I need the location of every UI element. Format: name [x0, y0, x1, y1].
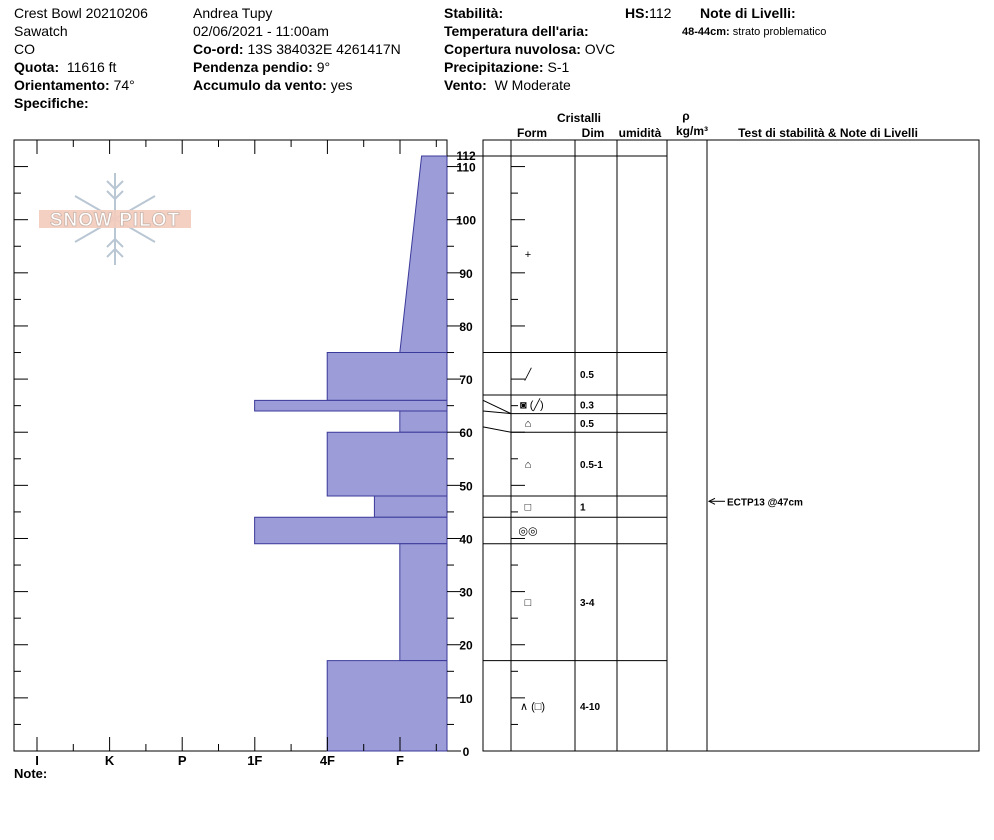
hs-label: HS: [625, 5, 650, 21]
hardness-tick-label-1F: 1F [247, 753, 263, 768]
precip-value: S-1 [547, 59, 570, 75]
hardness-layer-7 [400, 544, 447, 661]
crystal-form-4: ⌂ [524, 459, 532, 472]
sky-label: Copertura nuvolosa: [444, 41, 581, 57]
hs-tick-label: 112 [456, 148, 476, 163]
site-name: Crest Bowl 20210206 [14, 5, 148, 21]
layer-notes-text: strato problematico [732, 26, 827, 38]
height-tick-label-60: 60 [459, 426, 473, 441]
height-tick-label-100: 100 [455, 213, 477, 228]
state: CO [14, 41, 35, 57]
crystal-form-1: ╱ [524, 368, 532, 381]
header-form: Form [517, 126, 547, 140]
hs-value: 112 [649, 5, 672, 21]
height-tick-label-10: 10 [459, 691, 473, 706]
snowpilot-logo [39, 173, 191, 265]
boundary-connector-3 [483, 427, 511, 432]
slope-label: Pendenza pendio: [193, 59, 313, 75]
layer-notes-range: 48-44cm: [682, 26, 730, 38]
note-label: Note: [14, 766, 48, 781]
height-tick-label-50: 50 [459, 479, 473, 494]
precip-label: Precipitazione: [444, 59, 544, 75]
crystal-size-2: 0.3 [580, 400, 594, 412]
aspect-value: 74° [113, 77, 135, 93]
layer-notes-label: Note di Livelli: [700, 5, 796, 21]
hardness-layer-1 [327, 353, 447, 401]
hardness-tick-label-F: F [396, 753, 404, 768]
specifics-label: Specifiche: [14, 95, 89, 111]
windload-value: yes [330, 77, 353, 93]
height-tick-label-20: 20 [459, 638, 473, 653]
height-tick-label-70: 70 [459, 373, 473, 388]
crystal-form-5: □ [524, 501, 532, 514]
crystal-table-frame [483, 140, 979, 751]
height-tick-label-30: 30 [459, 585, 473, 600]
hardness-layers [255, 156, 447, 751]
wind-label: Vento: [444, 77, 487, 93]
header-density-unit: kg/m³ [675, 124, 709, 138]
hardness-tick-label-I: I [35, 753, 39, 768]
header-rho: ρ [682, 109, 690, 123]
header-cristalli: Cristalli [556, 111, 602, 125]
height-tick-label-110: 110 [456, 160, 476, 175]
hardness-layer-8 [327, 661, 447, 751]
elevation-value: 11616 ft [66, 59, 117, 75]
hardness-layer-5 [374, 496, 447, 517]
crystal-form-2: ◙ (╱) [520, 399, 544, 412]
aspect-label: Orientamento: [14, 77, 110, 93]
hardness-tick-label-P: P [177, 753, 187, 768]
hardness-layer-2 [255, 400, 447, 411]
hardness-layer-6 [255, 517, 447, 544]
header-dim: Dim [581, 126, 605, 140]
crystal-size-1: 0.5 [580, 369, 594, 381]
stability-label: Stabilità: [444, 5, 504, 21]
crystal-size-3: 0.5 [580, 418, 594, 430]
datetime: 02/06/2021 - 11:00am [193, 23, 329, 39]
crystal-size-8: 4-10 [580, 701, 601, 713]
crystal-size-5: 1 [580, 502, 586, 514]
header-tests: Test di stabilità & Note di Livelli [738, 126, 918, 140]
hardness-layer-3 [400, 411, 447, 432]
crystal-form-8: ∧ (□) [520, 700, 546, 713]
crystal-size-7: 3-4 [580, 598, 595, 610]
height-tick-label-0: 0 [462, 745, 470, 759]
logo-text: SNOW PILOT [49, 210, 181, 231]
crystal-form-6: ◎◎ [518, 525, 538, 538]
hardness-layer-4 [327, 432, 447, 496]
crystal-form-0: + [524, 249, 532, 262]
wind-value: W Moderate [494, 77, 571, 93]
elevation-label: Quota: [14, 59, 60, 75]
hardness-tick-label-K: K [104, 753, 115, 768]
height-tick-label-40: 40 [459, 532, 473, 547]
stability-tests [709, 497, 803, 508]
windload-label: Accumulo da vento: [193, 77, 327, 93]
hardness-layer-0 [400, 156, 447, 353]
airtemp-label: Temperatura dell'aria: [444, 23, 589, 39]
crystal-size-4: 0.5-1 [580, 460, 603, 472]
hardness-tick-label-4F: 4F [319, 753, 335, 768]
observer: Andrea Tupy [193, 5, 273, 21]
mountain-range: Sawatch [14, 23, 68, 39]
sky-value: OVC [584, 41, 616, 57]
header-umidita: umidità [618, 126, 662, 140]
coord-label: Co-ord: [193, 41, 244, 57]
slope-value: 9° [316, 59, 331, 75]
crystal-form-7: □ [524, 597, 532, 610]
coord-value: 13S 384032E 4261417N [247, 41, 401, 57]
height-tick-label-90: 90 [459, 266, 473, 281]
height-tick-label-80: 80 [459, 319, 473, 334]
crystal-form-3: ⌂ [524, 417, 532, 430]
stability-test-label-0: ECTP13 @47cm [727, 497, 803, 509]
